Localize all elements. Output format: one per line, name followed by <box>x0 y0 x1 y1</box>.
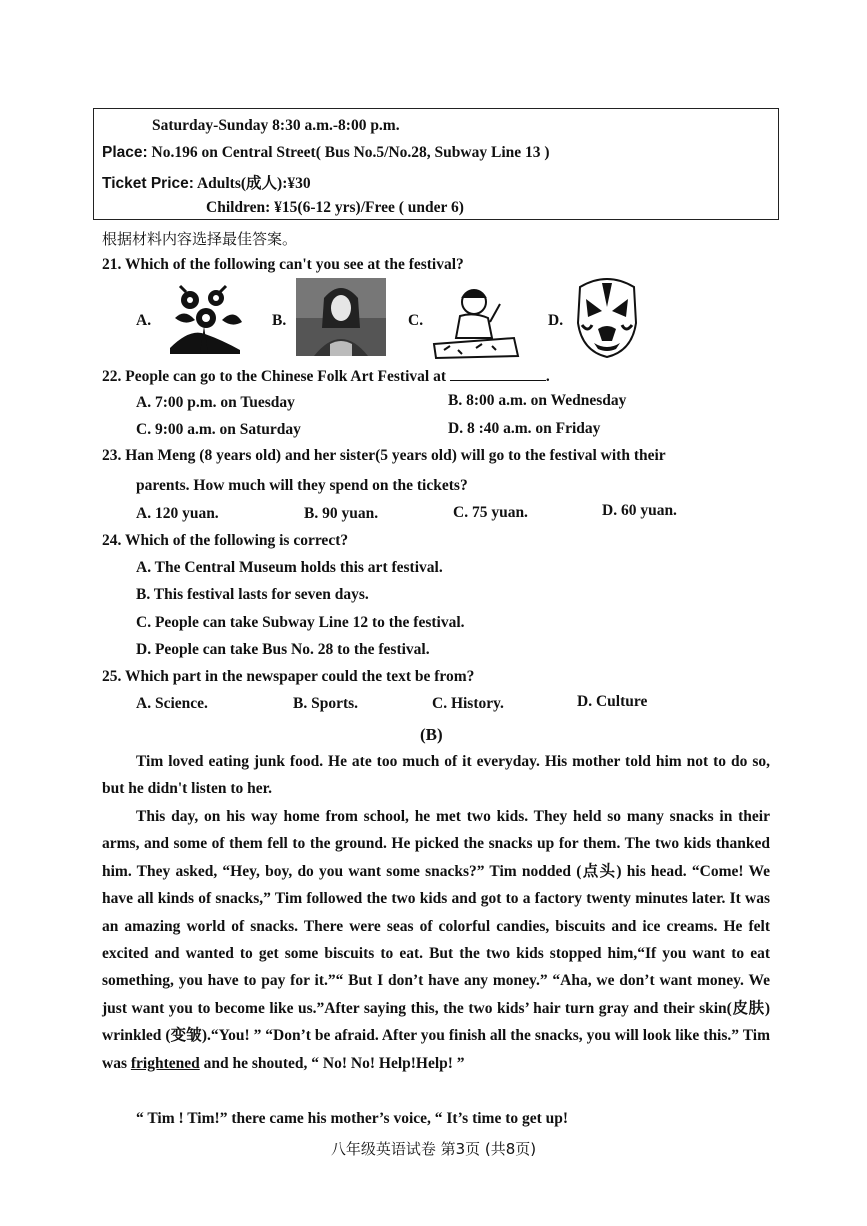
q21-option-a-label: A. <box>136 312 152 329</box>
q25-option-a: A. Science. <box>136 695 208 712</box>
q24-option-d: D. People can take Bus No. 28 to the festival. <box>136 641 430 658</box>
q24-option-a: A. The Central Museum holds this art festival. <box>136 559 443 576</box>
q22-period: . <box>545 368 550 385</box>
passage-p3-text: “ Tim ! Tim!” there came his mother’s voice, “ It’s time to get up! <box>136 1110 569 1127</box>
passage-paragraph-3 <box>102 1105 770 1132</box>
instruction: 根据材料内容选择最佳答案。 <box>102 230 298 248</box>
place-label: Place: <box>102 144 148 161</box>
opera-mask-image <box>572 277 642 359</box>
price-label: Ticket Price: <box>102 175 194 192</box>
q23-option-a: A. 120 yuan. <box>136 505 219 522</box>
place-line <box>102 144 550 162</box>
price-children: Children: ¥15(6-12 yrs)/Free ( under 6) <box>206 199 464 216</box>
q21-option-d-label: D. <box>548 312 564 329</box>
q23-question-line1: 23. Han Meng (8 years old) and her sister(5 years old) will go to the festival with their <box>102 447 666 464</box>
q21-option-c-label: C. <box>408 312 424 329</box>
mona-lisa-painting-image <box>296 278 386 356</box>
passage-p2-end: and he shouted, “ No! No! Help!Help! ” <box>199 1054 465 1072</box>
price-line <box>102 171 311 193</box>
q22-question: 22. People can go to the Chinese Folk Art Festival at <box>102 368 446 385</box>
price-adults: Adults(成人):¥30 <box>196 175 311 192</box>
underlined-word-frightened: frightened <box>130 1054 200 1072</box>
q25-option-c: C. History. <box>432 695 504 712</box>
passage-p2-text: This day, on his way home from school, he met two kids. They held so many snacks in their arms, and some of them fell to the ground. He picked the snacks up for them. The two kids thanked him. They asked, “Hey, boy, do you want some snacks?” Tim nodded (点头) his head. “Come! We have all kinds of snacks,” Tim followed the two kids and got to a factory twenty minutes later. It was an amazing world of snacks. There were seas of colorful candies, biscuits and ice creams. He felt excited and wanted to get some biscuits to eat. But the two kids stopped him,“If you want to eat something, you have to pay for it.”“ But I don’t have any money.” “Aha, we don’t want money. We just want you to become like us.”After saying this, the two kids’ hair turn gray and their skin(皮肤) wrinkled (变皱).“You! ” “Don’t be afraid. After you finish all the snacks, you will look like this.” Tim was <box>102 808 770 1072</box>
page-footer: 八年级英语试卷 第3页 (共8页) <box>330 1140 537 1158</box>
paper-cutting-image <box>160 278 250 356</box>
passage-paragraph-1 <box>102 748 770 803</box>
q25-option-b: B. Sports. <box>293 695 359 712</box>
calligraphy-child-image <box>430 282 520 360</box>
q22-option-b: B. 8:00 a.m. on Wednesday <box>448 392 627 409</box>
q21-option-b-label: B. <box>272 312 287 329</box>
q25-option-d: D. Culture <box>577 693 648 710</box>
q23-question-line2: parents. How much will they spend on the tickets? <box>136 477 468 494</box>
passage-p1-text: Tim loved eating junk food. He ate too much of it everyday. His mother told him not to do so, but he didn't listen to her. <box>102 753 770 798</box>
q22-option-d: D. 8 :40 a.m. on Friday <box>448 420 601 437</box>
q24-question: 24. Which of the following is correct? <box>102 532 349 549</box>
q23-option-b: B. 90 yuan. <box>304 505 379 522</box>
q24-option-c: C. People can take Subway Line 12 to the festival. <box>136 614 465 631</box>
section-b-heading: (B) <box>420 725 443 744</box>
q22-option-a: A. 7:00 p.m. on Tuesday <box>136 394 295 411</box>
place-value: No.196 on Central Street( Bus No.5/No.28, Subway Line 13 ) <box>151 144 550 161</box>
passage-paragraph-2 <box>102 803 770 1077</box>
q25-question: 25. Which part in the newspaper could the text be from? <box>102 668 475 685</box>
q24-option-b: B. This festival lasts for seven days. <box>136 586 369 603</box>
festival-info-box <box>93 108 779 220</box>
q22-question-line <box>102 367 550 386</box>
q22-option-c: C. 9:00 a.m. on Saturday <box>136 421 301 438</box>
q23-option-d: D. 60 yuan. <box>602 502 677 519</box>
q23-option-c: C. 75 yuan. <box>453 504 528 521</box>
q21-question: 21. Which of the following can't you see at the festival? <box>102 256 464 273</box>
q22-answer-blank <box>450 367 546 381</box>
schedule-line: Saturday-Sunday 8:30 a.m.-8:00 p.m. <box>152 117 400 134</box>
